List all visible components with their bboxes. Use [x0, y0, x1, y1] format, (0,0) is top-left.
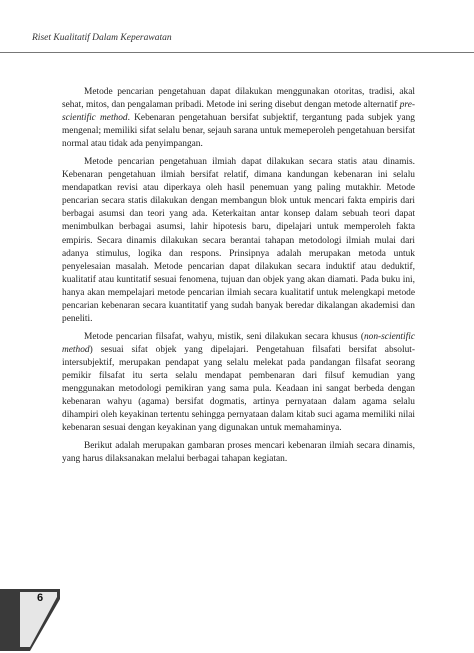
paragraph [62, 331, 415, 435]
running-header: Riset Kualitatif Dalam Keperawatan [32, 33, 172, 43]
text-run: Metode pencarian pengetahuan ilmiah dapat dilakukan secara statis atau dinamis. Kebenaran pengetahuan ilmiah bersifat relatif, dimana kandungan kebenaran ini selalu mendapatkan revisi atau diperkaya oleh hasil penemuan yang paling mutakhir. Metode pencarian secara statis dilakukan dengan membangun blok untuk mencari fakta empiris dari berbagai asumsi dan teori yang ada. Keterkaitan antar konsep dalam sebuah teori dapat menimbulkan berbagai asumsi, lahir hipotesis baru, dipelajari untuk memperoleh fakta empiris. Secara dinamis dilakukan secara berantai tahapan metodologi ilmiah mulai dari adanya stimulus, logika dan respons. Prinsipnya adalah merupakan metoda untuk penyelesaian masalah. Metode pencarian dapat dilakukan secara induktif atau deduktif, kualitatif atau kuntitatif sesuai fenomena, tujuan dan objek yang akan diamati. Pada buku ini, hanya akan mempelajari metode pencarian ilmiah secara kualitatif untuk melengkapi metode pencarian kebenaran secara kuantitatif yang sudah banyak beredar dikalangan akademisi dan peneliti. [62, 157, 415, 324]
paragraph [62, 156, 415, 326]
paragraph [62, 86, 415, 151]
text-run: Metode pencarian pengetahuan dapat dilakukan menggunakan otoritas, tradisi, akal sehat, mitos, dan pengalaman pribadi. Metode ini sering disebut dengan metode alternatif [62, 87, 415, 111]
header-rule [0, 52, 474, 53]
text-run: . Kebenaran pengetahuan bersifat subjektif, tergantung pada subjek yang mengenal; memiliki sifat selalu benar, sejauh sarana untuk memeperoleh pengetahuan bersifat normal atau tidak ada penyimpangan. [62, 113, 415, 150]
text-run: Berikut adalah merupakan gambaran proses mencari kebenaran ilmiah secara dinamis, yang harus dilaksanakan melalui berbagai tahapan kegiatan. [62, 441, 415, 465]
paragraph [62, 440, 415, 466]
italic-term: pre-scientific method [62, 100, 415, 124]
italic-term: non-scientific method [62, 331, 415, 355]
page-number: 6 [37, 592, 44, 604]
page-tab-graphic [0, 589, 60, 651]
text-run: ) sesuai sifat objek yang dipelajari. Pengetahuan filsafati bersifat absolut-intersubjektif, merupakan pendapat yang selalu melekat pada pandangan filsafat seorang pemikir filsafat itu serta selalu mendapat pembenaran dari filsuf kemudian yang menggunakan metodologi pemikiran yang sama pula. Keadaan ini sangat berbeda dengan kebenaran wahyu (agama) bersifat dogmatis, artinya pernyataan dalam agama selalu dihampiri oleh keyakinan tertentu sehingga pernyataan dalam kitab suci agama memiliki nilai kebenaran sesuai dengan keyakinan yang digunakan untuk memahaminya. [62, 344, 415, 434]
body-text [62, 86, 415, 466]
text-run: Metode pencarian filsafat, wahyu, mistik, seni dilakukan secara khusus ( [84, 331, 364, 342]
